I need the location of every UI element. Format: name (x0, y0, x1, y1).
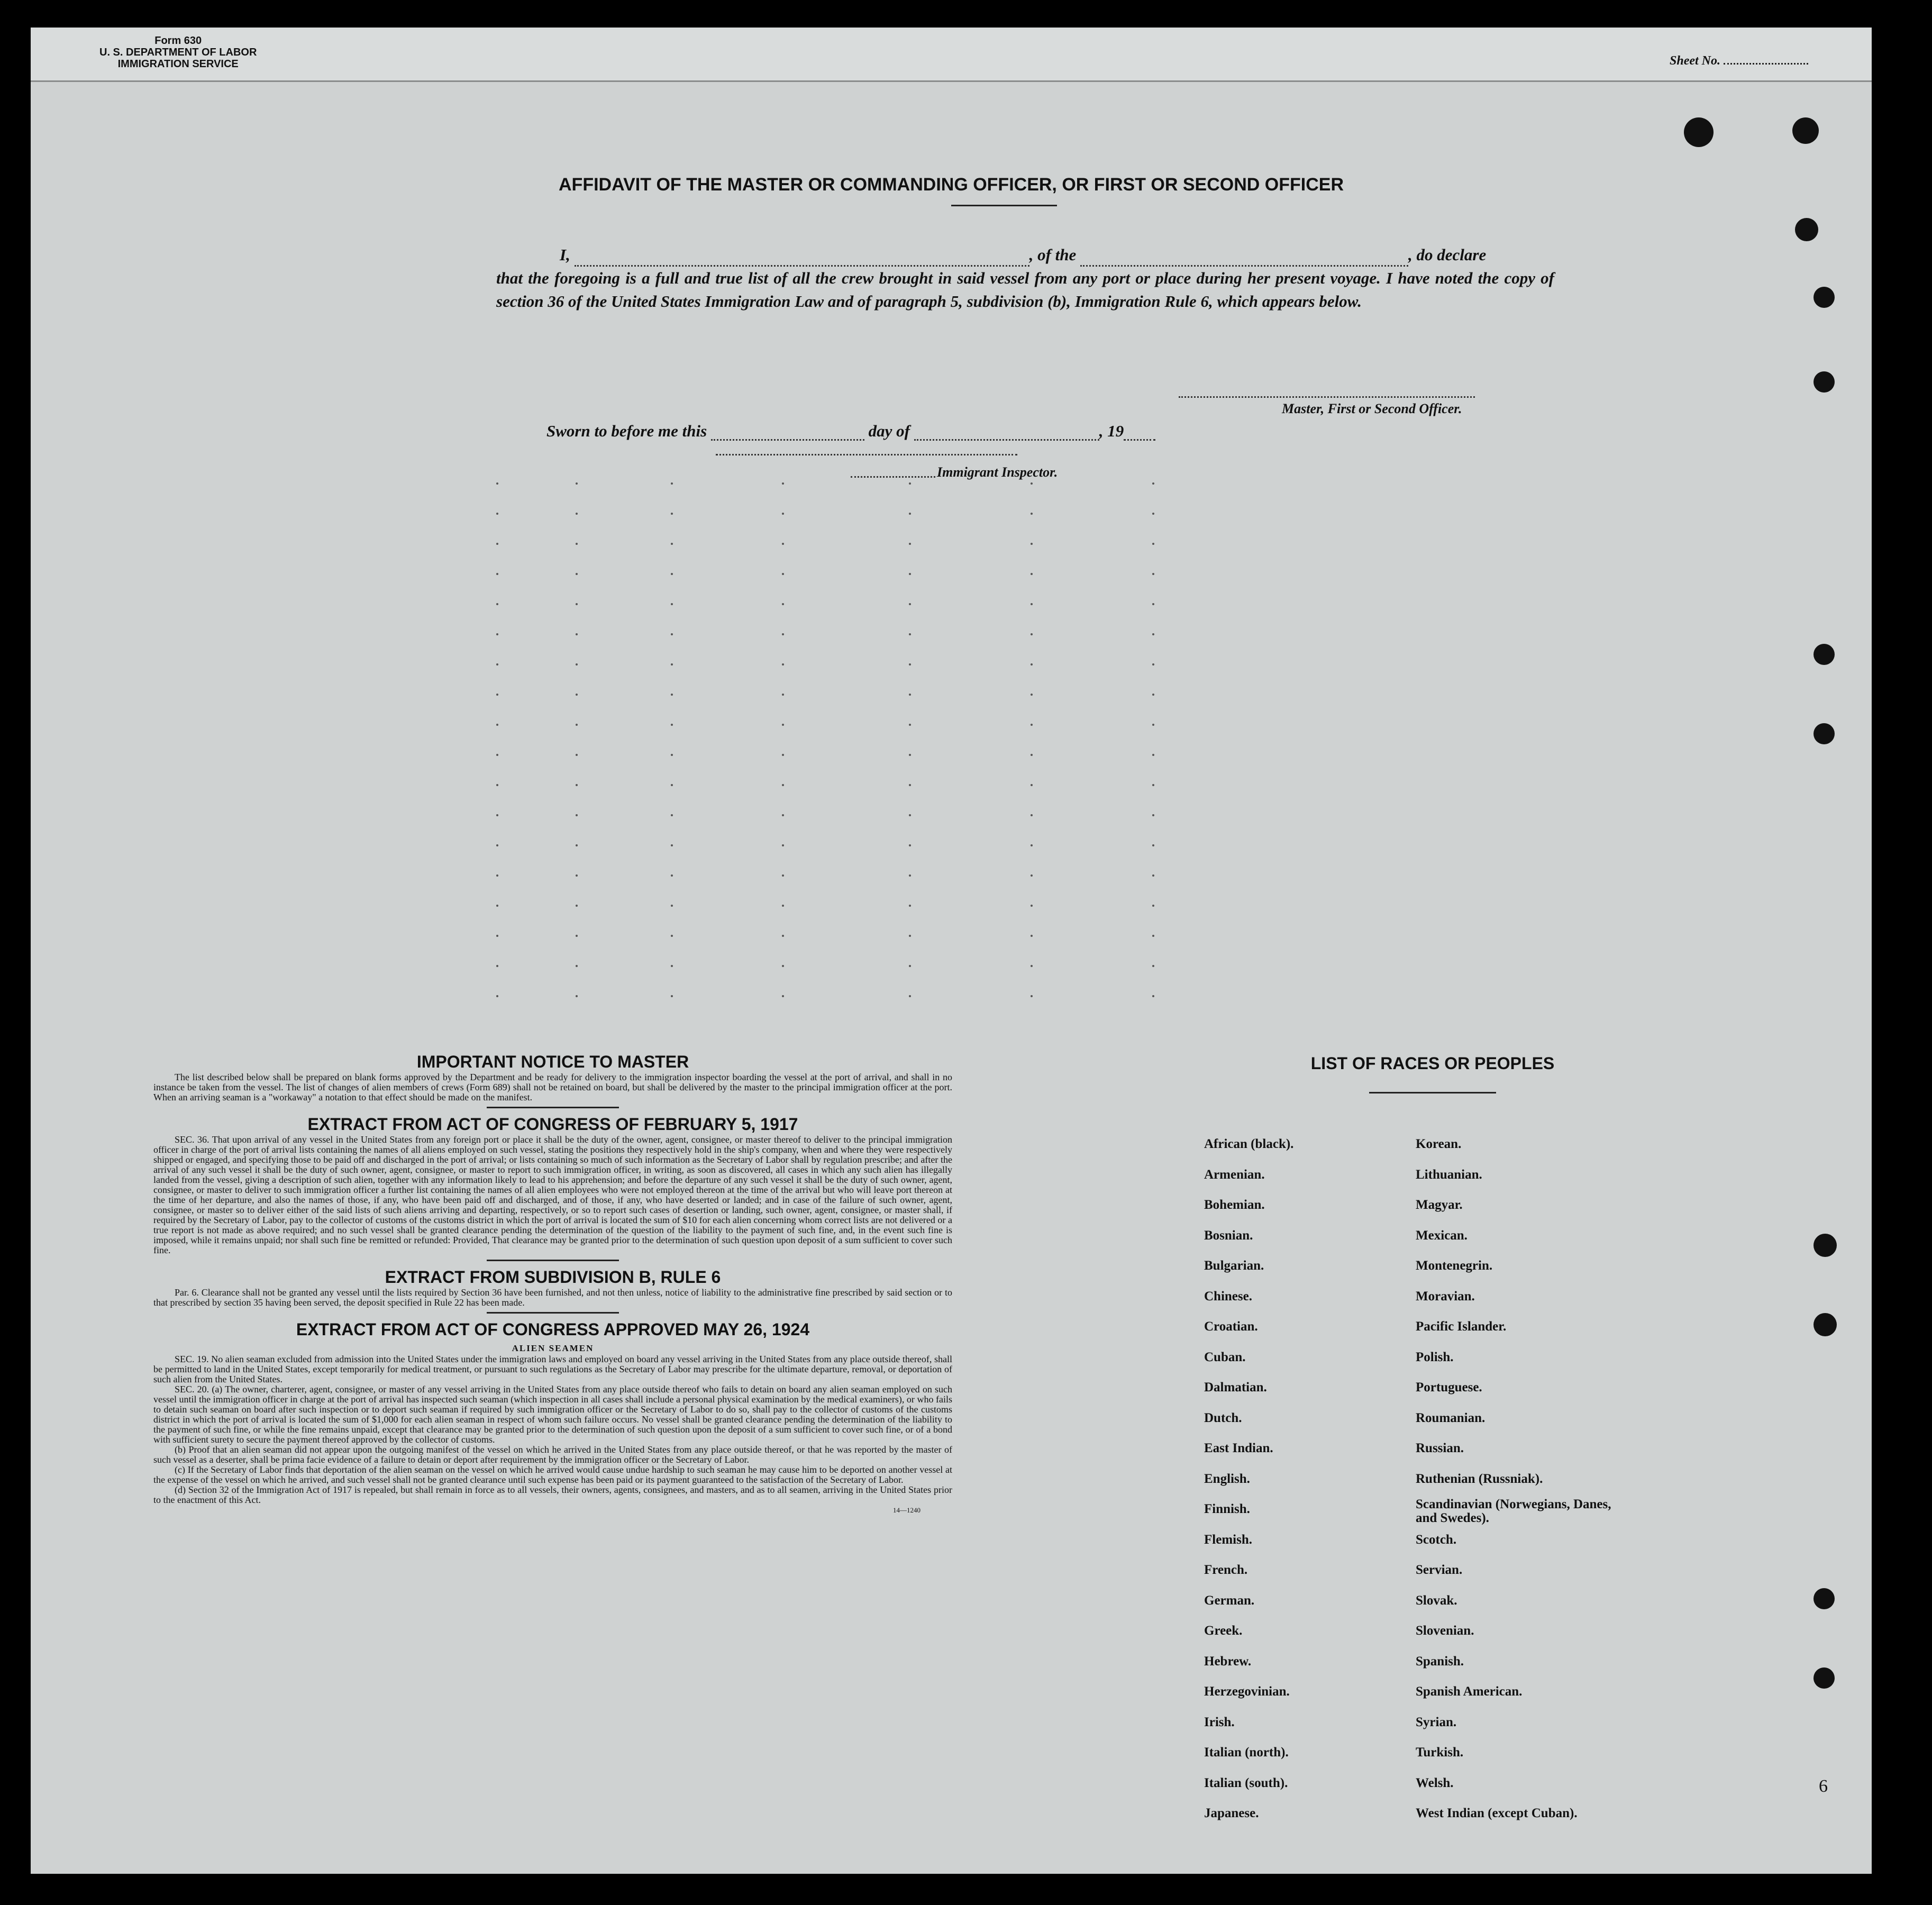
row-dot (1031, 513, 1033, 515)
extract-1924-sec20d: (d) Section 32 of the Immigration Act of 1917 is repealed, but shall remain in force as to all vessels, their owners, agents, consignees, and masters, and as to all seamen, arriving in the United States prior to the enactment of this Act. (153, 1484, 952, 1505)
row-dot (496, 844, 498, 846)
row-dot (1152, 905, 1154, 907)
row-dot (782, 543, 784, 545)
affidavit-text (496, 243, 1554, 313)
row-dot (671, 844, 673, 846)
race-item: Montenegrin. (1416, 1259, 1493, 1273)
row-dot (496, 573, 498, 575)
row-dot (576, 784, 578, 786)
extract-rule6-text: Par. 6. Clearance shall not be granted any vessel until the lists required by Section 36 have been furnished, and not then unless, notice of liability to the administrative fine prescribed by said section or to that prescribed by section 35 having been served, the deposit specified in Rule 22 has been made. (153, 1287, 952, 1308)
row-dot (496, 482, 498, 485)
declare-suffix: , do declare (1408, 245, 1487, 264)
row-dot (909, 724, 911, 726)
row-dot (909, 663, 911, 666)
row-dot (671, 543, 673, 545)
row-dot (576, 513, 578, 515)
race-item: Bosnian. (1204, 1228, 1253, 1243)
row-dot (1152, 513, 1154, 515)
inspector-short-line (851, 476, 935, 478)
row-dot (1031, 965, 1033, 967)
race-item: Korean. (1416, 1137, 1462, 1151)
row-dot (671, 874, 673, 877)
row-dot (496, 905, 498, 907)
row-dot (496, 754, 498, 756)
race-item: Irish. (1204, 1715, 1235, 1729)
row-dot (1031, 874, 1033, 877)
row-dot (1031, 663, 1033, 666)
row-dot (782, 844, 784, 846)
races-title: LIST OF RACES OR PEOPLES (1310, 1054, 1555, 1073)
race-item: Slovenian. (1416, 1624, 1474, 1638)
punch-hole (1813, 644, 1835, 665)
row-dot (671, 694, 673, 696)
race-item: African (black). (1204, 1137, 1294, 1151)
row-dot (1031, 694, 1033, 696)
race-item: Servian. (1416, 1563, 1463, 1577)
race-item: Cuban. (1204, 1350, 1246, 1364)
row-dot (671, 935, 673, 937)
race-item: Magyar. (1416, 1198, 1463, 1212)
master-signature-label: Master, First or Second Officer. (1282, 401, 1462, 416)
race-item: Chinese. (1204, 1289, 1252, 1304)
race-item: Spanish American. (1416, 1684, 1523, 1699)
row-dot (782, 874, 784, 877)
punch-hole (1795, 218, 1818, 241)
race-item: Spanish. (1416, 1654, 1464, 1669)
row-dot (671, 724, 673, 726)
row-dot (576, 633, 578, 635)
row-dot (909, 874, 911, 877)
row-dot (576, 724, 578, 726)
row-dot (782, 995, 784, 997)
row-dot (782, 814, 784, 816)
punch-hole (1792, 117, 1819, 144)
row-dot (1152, 482, 1154, 485)
row-dot (909, 995, 911, 997)
row-dot (671, 603, 673, 605)
punch-hole (1813, 1667, 1835, 1689)
sworn-prefix: Sworn to before me this (546, 422, 707, 440)
notice-title: IMPORTANT NOTICE TO MASTER (416, 1052, 689, 1071)
race-item: English. (1204, 1471, 1250, 1486)
row-dot (1031, 482, 1033, 485)
row-dot (1152, 784, 1154, 786)
row-dot (496, 633, 498, 635)
race-item: Russian. (1416, 1441, 1464, 1455)
row-dot (1152, 965, 1154, 967)
row-dot (671, 784, 673, 786)
row-dot (909, 754, 911, 756)
sheet-number-blank (1724, 63, 1808, 65)
document-sheet (31, 28, 1872, 1874)
row-dot (782, 784, 784, 786)
punch-hole (1813, 1234, 1837, 1257)
races-rule (1369, 1092, 1496, 1093)
row-dot (671, 814, 673, 816)
extract-1924-sec19: SEC. 19. No alien seaman excluded from admission into the United States under the immigration laws and employed on board any vessel arriving in the United States from any place outside thereof, shall be permitted to land in the United States, except temporarily for medical treatment, or pursuant to such regulations as the Secretary of Labor may prescribe for the ultimate departure, removal, or deportation of such alien from the United States. (153, 1354, 952, 1384)
race-item: Scandinavian (Norwegians, Danes, and Swedes). (1416, 1497, 1611, 1525)
row-dot (909, 965, 911, 967)
row-dot (576, 663, 578, 666)
row-dot (1031, 784, 1033, 786)
notice-section (153, 1051, 952, 1515)
race-item: Scotch. (1416, 1532, 1457, 1547)
race-item: Greek. (1204, 1624, 1243, 1638)
row-dot (1152, 573, 1154, 575)
row-dot (496, 543, 498, 545)
row-dot (782, 603, 784, 605)
race-item: Bulgarian. (1204, 1259, 1264, 1273)
race-item: Herzegovinian. (1204, 1684, 1290, 1699)
punch-hole (1813, 1588, 1835, 1609)
vessel-prefix: , of the (1029, 245, 1077, 264)
section-divider (487, 1260, 619, 1261)
row-dot (1031, 905, 1033, 907)
race-item: Armenian. (1204, 1167, 1265, 1182)
row-dot (1031, 724, 1033, 726)
row-dot (1152, 724, 1154, 726)
race-item: Roumanian. (1416, 1410, 1486, 1425)
inspector-label: Immigrant Inspector. (937, 464, 1058, 480)
race-item: Finnish. (1204, 1502, 1250, 1516)
row-dot (671, 754, 673, 756)
row-dot (1152, 874, 1154, 877)
row-dot (576, 874, 578, 877)
row-dot (1152, 603, 1154, 605)
vessel-name-blank (1080, 250, 1408, 267)
form-label: Form 630 (154, 35, 202, 47)
row-dot (1152, 995, 1154, 997)
race-item: French. (1204, 1563, 1248, 1577)
row-dot (782, 633, 784, 635)
row-dot (671, 965, 673, 967)
race-item: West Indian (except Cuban). (1416, 1806, 1578, 1820)
row-dot (782, 905, 784, 907)
row-dot (782, 573, 784, 575)
row-dot (1152, 543, 1154, 545)
row-dot (909, 603, 911, 605)
race-item: Dalmatian. (1204, 1380, 1267, 1394)
row-dot (909, 784, 911, 786)
row-dot (576, 754, 578, 756)
affidavit-line1 (496, 243, 1554, 267)
row-dot (671, 905, 673, 907)
row-dot (909, 543, 911, 545)
row-dot (782, 663, 784, 666)
row-dot (1031, 633, 1033, 635)
race-item: Ruthenian (Russniak). (1416, 1471, 1543, 1486)
row-dot (576, 995, 578, 997)
race-item: Pacific Islander. (1416, 1319, 1507, 1334)
row-dot (1152, 633, 1154, 635)
row-dot (576, 814, 578, 816)
sworn-day-blank (711, 424, 864, 441)
row-dot (909, 905, 911, 907)
race-item: Croatian. (1204, 1319, 1258, 1334)
row-dot (496, 965, 498, 967)
extract-1924-title: EXTRACT FROM ACT OF CONGRESS APPROVED MAY 26, 1924 (296, 1320, 810, 1339)
row-dot (1152, 935, 1154, 937)
row-dot (1031, 844, 1033, 846)
row-dot (496, 874, 498, 877)
declarant-name-blank (575, 250, 1029, 267)
race-item: Slovak. (1416, 1593, 1457, 1608)
race-item: East Indian. (1204, 1441, 1273, 1455)
sworn-year-blank (1124, 424, 1155, 441)
extract-1924-sec20b: (b) Proof that an alien seaman did not appear upon the outgoing manifest of the vessel on which he arrived in the United States from any place outside thereof, or that he was reported by the master of such vessel as a deserter, shall be prima facie evidence of a failure to detain or deport after requirement by the immigration officer or the Secretary of Labor. (153, 1444, 952, 1465)
row-dot (671, 513, 673, 515)
row-dot (671, 482, 673, 485)
row-dot (909, 694, 911, 696)
row-dot (496, 784, 498, 786)
row-dot (782, 965, 784, 967)
service-label: IMMIGRATION SERVICE (117, 58, 239, 70)
row-dot (782, 694, 784, 696)
race-item: Lithuanian. (1416, 1167, 1482, 1182)
race-item: Italian (north). (1204, 1745, 1289, 1760)
row-dot (1152, 844, 1154, 846)
row-dot (576, 482, 578, 485)
sworn-day-label: day of (868, 422, 910, 440)
row-dot (1031, 814, 1033, 816)
row-dot (671, 663, 673, 666)
row-dot (909, 513, 911, 515)
form-identifier (99, 35, 257, 70)
row-dot (496, 724, 498, 726)
row-dot (1152, 663, 1154, 666)
row-dot (671, 633, 673, 635)
extract-1917-title: EXTRACT FROM ACT OF CONGRESS OF FEBRUARY 5, 1917 (307, 1115, 798, 1134)
section-divider (487, 1107, 619, 1108)
row-dot (576, 694, 578, 696)
sworn-year-label: , 19 (1099, 422, 1124, 440)
row-dot (576, 603, 578, 605)
row-dot (576, 905, 578, 907)
race-item: Portuguese. (1416, 1380, 1482, 1394)
row-dot (576, 543, 578, 545)
row-dot (496, 663, 498, 666)
row-dot (1031, 543, 1033, 545)
race-item: German. (1204, 1593, 1255, 1608)
department-label: U. S. DEPARTMENT OF LABOR (99, 47, 257, 58)
race-item: Mexican. (1416, 1228, 1468, 1243)
race-item: Polish. (1416, 1350, 1454, 1364)
master-signature-line (1179, 396, 1475, 398)
row-dot (1152, 694, 1154, 696)
race-item: Japanese. (1204, 1806, 1259, 1820)
race-item: Moravian. (1416, 1289, 1475, 1304)
row-dot (909, 633, 911, 635)
extract-1924-subtitle: ALIEN SEAMEN (512, 1343, 594, 1353)
punch-hole (1684, 117, 1714, 147)
affidavit-body: that the foregoing is a full and true list of all the crew brought in said vessel from any port or place during her present voyage. I have noted the copy of section 36 of the United States Immigration Law and of paragraph 5, subdivision (b), Immigration Rule 6, which appears below. (496, 269, 1554, 311)
row-dot (576, 965, 578, 967)
sheet-number-label: Sheet No. (1670, 54, 1720, 68)
row-dot (782, 482, 784, 485)
race-item: Italian (south). (1204, 1775, 1288, 1790)
race-item: Syrian. (1416, 1715, 1457, 1729)
inspector-signature-line (716, 454, 1017, 455)
row-dot (909, 573, 911, 575)
race-item: Dutch. (1204, 1410, 1242, 1425)
sheet-number (1670, 54, 1808, 68)
affidavit-title: AFFIDAVIT OF THE MASTER OR COMMANDING OFFICER, OR FIRST OR SECOND OFFICER (559, 175, 1344, 195)
row-dot (782, 935, 784, 937)
extract-1924-sec20c: (c) If the Secretary of Labor finds that deportation of the alien seaman on the vessel on which he arrived would cause undue hardship to such seaman he may cause him to be deported on another vessel at the expense of the vessel on which he arrived, and such vessel shall not be granted clearance until such expense has been paid or its payment guaranteed to the satisfaction of the Secretary of Labor. (153, 1464, 952, 1485)
race-item: Hebrew. (1204, 1654, 1252, 1669)
extract-1917-text: SEC. 36. That upon arrival of any vessel in the United States from any foreign port or place it shall be the duty of the owner, agent, consignee, or master thereof to deliver to the principal immigration officer in charge of the port of arrival lists containing the names of all aliens employed on such vessel, stating the positions they respectively hold in the ship's company, when and where they were respectively shipped or engaged, and specifying those to be paid off and discharged in the port of arrival; or lists containing so much of such information as the Secretary of Labor shall by regulation prescribe; and after the arrival of any such vessel it shall be the duty of such owner, agent, consignee, or master to report to such immigration officer, in writing, as soon as discovered, all cases in which any such alien has illegally landed from the vessel, giving a description of such alien, together with any information likely to lead to his apprehension; and before the departure of any such vessel it shall be the duty of such owner, agent, consignee, or master to deliver to such immigration officer a further list containing the names of all alien employees who were not employed thereon at the time of the arrival but who will leave port thereon at the time of her departure, and also the names of those, if any, who have been paid off and discharged, and of those, if any, who have deserted or landed; and in case of the failure of such owner, agent, consignee, or master so to deliver either of the said lists of such aliens arriving and departing, respectively, or so to report such cases of desertion or landing, such owner, agent, consignee, or master shall, if required by the Secretary of Labor, pay to the collector of customs of the customs district in which the port of arrival is located the sum of $10 for each alien concerning whom correct lists are not delivered or a true report is not made as above required; and no such vessel shall be granted clearance pending the determination of the question of the liability to the payment of such fine, and, in the event such fine is imposed, while it remains unpaid; nor shall such fine be remitted or refunded: Provided, That clearance may be granted prior to the determination of such question upon deposit of a sum sufficient to cover such fine. (153, 1134, 952, 1255)
print-code: 14—1240 (893, 1506, 921, 1514)
row-dot (1031, 573, 1033, 575)
row-dot (496, 935, 498, 937)
row-dot (1152, 814, 1154, 816)
row-dot (496, 513, 498, 515)
sworn-month-blank (914, 424, 1099, 441)
declarant-prefix: I, (560, 245, 570, 264)
row-dot (496, 694, 498, 696)
row-dot (671, 573, 673, 575)
row-dot (576, 573, 578, 575)
row-dot (576, 844, 578, 846)
punch-hole (1813, 371, 1835, 393)
notice-text: The list described below shall be prepared on blank forms approved by the Department and be ready for delivery to the immigration inspector boarding the vessel at the port of arrival, and shall in no instance be taken from the vessel. The list of changes of alien members of crews (Form 689) shall not be retained on board, but shall be delivered by the master to the principal immigration officer at the port. When an arriving seaman is a "workaway" a notation to that effect should be made on the manifest. (153, 1072, 952, 1102)
row-dot (909, 814, 911, 816)
row-dot (496, 603, 498, 605)
race-item: Flemish. (1204, 1532, 1252, 1547)
row-dot (782, 754, 784, 756)
row-dot (782, 724, 784, 726)
row-dot (576, 935, 578, 937)
row-dot (782, 513, 784, 515)
page-number: 6 (1819, 1776, 1828, 1796)
row-dot (496, 814, 498, 816)
title-rule (951, 205, 1057, 206)
extract-1924-sec20a: SEC. 20. (a) The owner, charterer, agent, consignee, or master of any vessel arriving in the United States from any place outside thereof who fails to detain on board any alien seaman employed on such vessel until the immigration officer in charge at the port of arrival has inspected such seaman (which inspection in all cases shall include a personal physical examination by the medical examiners), or who fails to detain such seaman on board after such inspection or to deport such seaman if required by such immigration officer or the Secretary of Labor to do so, shall pay to the collector of customs of the customs district in which the port of arrival is located the sum of $1,000 for each alien seaman in respect of whom such failure occurs. No vessel shall be granted clearance pending the determination of the liability to the payment of such fine, or while the fine remains unpaid, except that clearance may be granted prior to the determination of such question upon the deposit of a sum sufficient to cover such fine, or of a bond with sufficient surety to secure the payment thereof approved by the collector of customs. (153, 1384, 952, 1445)
sworn-line (546, 422, 1155, 441)
extract-rule6-title: EXTRACT FROM SUBDIVISION B, RULE 6 (385, 1268, 721, 1287)
punch-hole (1813, 723, 1835, 744)
race-item: Bohemian. (1204, 1198, 1265, 1212)
punch-hole (1813, 287, 1835, 308)
race-item: Welsh. (1416, 1775, 1454, 1790)
row-dot (909, 482, 911, 485)
row-dot (1031, 935, 1033, 937)
row-dot (496, 995, 498, 997)
race-item: Turkish. (1416, 1745, 1464, 1760)
row-dot (1031, 754, 1033, 756)
top-strip (31, 28, 1872, 82)
row-dot (1031, 603, 1033, 605)
row-dot (909, 935, 911, 937)
row-dot (1031, 995, 1033, 997)
row-dot (671, 995, 673, 997)
section-divider (487, 1312, 619, 1314)
punch-hole (1813, 1313, 1837, 1336)
row-dot (909, 844, 911, 846)
row-dot (1152, 754, 1154, 756)
